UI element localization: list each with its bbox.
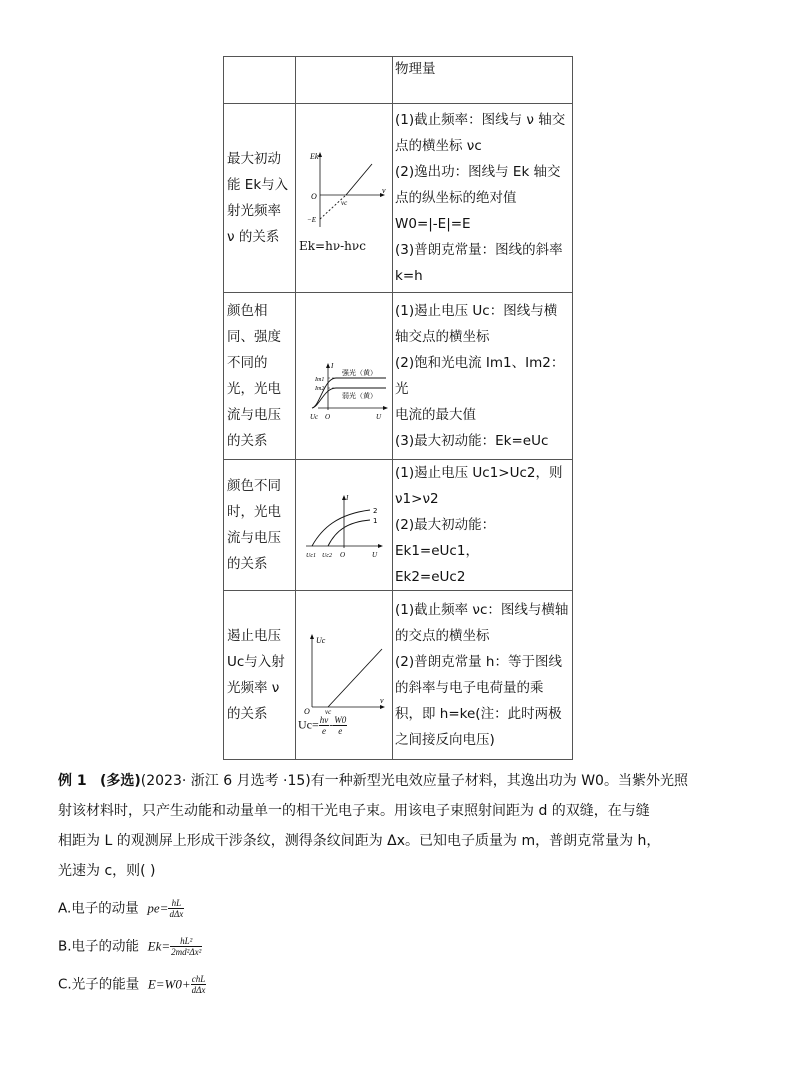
weak-light-label: 弱光（黄） [342, 392, 377, 400]
label-line: ν 的关系 [227, 229, 280, 245]
desc-line: k=h [395, 268, 423, 284]
example-problem [58, 766, 738, 886]
table-row [224, 104, 573, 293]
desc-line: 积，即 h=ke(注：此时两极 [395, 706, 562, 722]
label-line: Uc与入射 [227, 654, 285, 670]
option-fraction [191, 974, 207, 995]
curve-2 [312, 510, 370, 546]
desc-line: (2)逸出功：图线与 Ek 轴交 [395, 164, 561, 180]
fraction-numerator: W0 [334, 714, 347, 725]
label-line: 遏止电压 [227, 628, 281, 644]
fraction-denominator: dΔx [191, 985, 206, 995]
label-line: 时，光电 [227, 504, 281, 520]
description-cell [393, 293, 573, 460]
y-axis-arrow [326, 363, 330, 368]
desc-line: 电流的最大值 [395, 407, 476, 423]
graph-cell [296, 460, 393, 591]
label-line: 光频率 ν [227, 680, 280, 696]
desc-line: Ek2=eUc2 [395, 569, 466, 585]
x-tick-label: νc [341, 198, 348, 207]
table-row [224, 460, 573, 591]
graph-cell [296, 104, 393, 293]
row-label [224, 293, 296, 460]
label-line: 流与电压 [227, 530, 281, 546]
desc-line: (2)饱和光电流 Im1、Im2：光 [395, 355, 565, 397]
ek-line [346, 164, 372, 195]
description-cell [393, 104, 573, 293]
uc-label: Uc [310, 413, 319, 421]
uc-line [328, 649, 382, 707]
label-line: 最大初动 [227, 151, 281, 167]
fraction-h-nu-over-e [319, 715, 330, 736]
desc-line: ν1>ν2 [395, 491, 439, 507]
option-a[interactable] [58, 898, 184, 919]
ek-nu-graph [298, 143, 390, 238]
x-axis-label: ν [382, 185, 386, 195]
option-formula-lhs: pe= [147, 900, 169, 916]
label-line: 颜色相 [227, 303, 268, 319]
row-label [224, 591, 296, 760]
desc-line: (1)遏止电压 Uc1>Uc2，则 [395, 465, 563, 481]
header-cell-1 [224, 57, 296, 104]
x-axis-label: U [372, 551, 378, 559]
origin-label: O [304, 706, 310, 715]
y-tick-label: −E [307, 215, 316, 224]
x-axis-label: U [376, 413, 382, 421]
fraction-numerator: chL [191, 974, 206, 984]
table-header-row [224, 57, 573, 104]
label-line: 同、强度 [227, 329, 281, 345]
strong-light-label: 强光（黄） [342, 369, 377, 377]
origin-label: O [325, 413, 331, 421]
option-c[interactable] [58, 974, 206, 995]
x-axis-arrow [380, 705, 385, 709]
label-line: 光，光电 [227, 381, 281, 397]
table-row [224, 591, 573, 760]
option-fraction [168, 898, 184, 919]
graph-cell [296, 293, 393, 460]
label-line: 颜色不同 [227, 478, 281, 494]
label-line: 流与电压 [227, 407, 281, 423]
desc-line: 的斜率与电子电荷量的乘 [395, 680, 544, 696]
x-axis-arrow [383, 406, 388, 410]
y-axis-label: Uc [316, 635, 326, 645]
option-text: B.电子的动能 [58, 938, 140, 955]
example-label: 例 1 [58, 773, 87, 789]
y-axis-arrow [310, 634, 314, 639]
im1-label: Im1 [315, 377, 325, 383]
photoelectric-table [223, 56, 573, 760]
fraction-denominator: dΔx [169, 909, 184, 919]
curve-1-label: 1 [373, 517, 378, 525]
example-line: 光速为 c，则( ) [58, 863, 156, 879]
example-line: 相距为 L 的观测屏上形成干涉条纹，测得条纹间距为 Δx。已知电子质量为 m，普朗克常量为 h， [58, 833, 661, 849]
desc-line: 的交点的横坐标 [395, 628, 490, 644]
y-axis-label: I [346, 494, 349, 502]
fraction-denominator: e [338, 725, 343, 736]
desc-line: 之间接反向电压) [395, 732, 495, 748]
fraction-numerator: hL [168, 898, 184, 909]
option-text: A.电子的动量 [58, 900, 139, 917]
fraction-w0-over-e [333, 715, 347, 736]
y-axis-label: I [331, 362, 334, 370]
desc-line: (2)普朗克常量 h：等于图线 [395, 654, 562, 670]
example-line [58, 766, 738, 796]
y-axis-arrow [318, 152, 322, 157]
example-line: 射该材料时，只产生动能和动量单一的相干光电子束。用该电子束照射间距为 d 的双缝，在与缝 [58, 803, 650, 819]
desc-line: 点的横坐标 νc [395, 138, 482, 154]
desc-line: (1)截止频率 νc：图线与横轴 [395, 602, 569, 618]
description-cell [393, 591, 573, 760]
fraction-denominator: 2md²Δx² [171, 947, 202, 957]
option-b[interactable] [58, 936, 202, 957]
curve-1 [328, 520, 370, 546]
uc2-label: Uc2 [322, 553, 332, 559]
desc-line: 轴交点的横坐标 [395, 329, 490, 345]
row-label [224, 460, 296, 591]
x-tick-label: νc [325, 707, 332, 715]
example-tag: (多选) [99, 773, 141, 789]
desc-line: W0=|-E|=E [395, 216, 471, 232]
label-line: 射光频率 [227, 203, 281, 219]
desc-line: (2)最大初动能：Ek1=eUc1， [395, 517, 496, 559]
fraction-numerator: hL² [170, 936, 202, 947]
example-text: 有一种新型光电效应量子材料，其逸出功为 W0。当紫外光照 [310, 773, 688, 789]
description-cell [393, 460, 573, 591]
fraction-denominator: e [322, 725, 327, 736]
formula-lhs: Uc= [298, 716, 319, 731]
desc-line: (1)截止频率：图线与 ν 轴交 [395, 112, 566, 128]
uc1-label: Uc1 [306, 553, 316, 559]
label-line: 不同的 [227, 355, 268, 371]
x-axis-label: ν [380, 695, 384, 705]
label-line: 能 Ek与入 [227, 177, 289, 193]
example-source: (2023· 浙江 6 月选考 ·15) [140, 773, 311, 789]
label-line: 的关系 [227, 706, 268, 722]
header-cell-quantity: 物理量 [393, 57, 573, 104]
x-axis-arrow [378, 544, 383, 548]
graph-cell [296, 591, 393, 760]
row-label [224, 104, 296, 293]
im2-label: Im2 [315, 386, 325, 392]
option-fraction [170, 936, 202, 957]
label-line: 的关系 [227, 556, 268, 572]
option-formula-lhs: E=W0+ [147, 976, 191, 992]
desc-line: (3)普朗克常量：图线的斜率 [395, 242, 563, 258]
fraction-numerator: hν [319, 714, 329, 725]
uc-nu-graph [298, 615, 390, 715]
table-row [224, 293, 573, 460]
i-u-intensity-graph [298, 326, 390, 426]
option-text: C.光子的能量 [58, 976, 140, 993]
y-axis-label: Ek [310, 151, 319, 161]
label-line: 的关系 [227, 433, 268, 449]
origin-label: O [311, 191, 317, 201]
origin-label: O [340, 551, 346, 559]
i-u-color-graph [298, 486, 390, 564]
option-formula-lhs: Ek= [147, 938, 171, 954]
ek-formula: Ek=hν-hνc [299, 238, 366, 253]
desc-line: 点的纵坐标的绝对值 [395, 190, 517, 206]
uc-formula: Uc= $\frac{h\nu}{e}$ - $\frac{W0}{e}$ [298, 714, 347, 736]
curve-2-label: 2 [373, 507, 378, 515]
desc-line: (1)遏止电压 Uc：图线与横 [395, 303, 558, 319]
desc-line: (3)最大初动能：Ek=eUc [395, 433, 549, 449]
header-cell-2 [296, 57, 393, 104]
